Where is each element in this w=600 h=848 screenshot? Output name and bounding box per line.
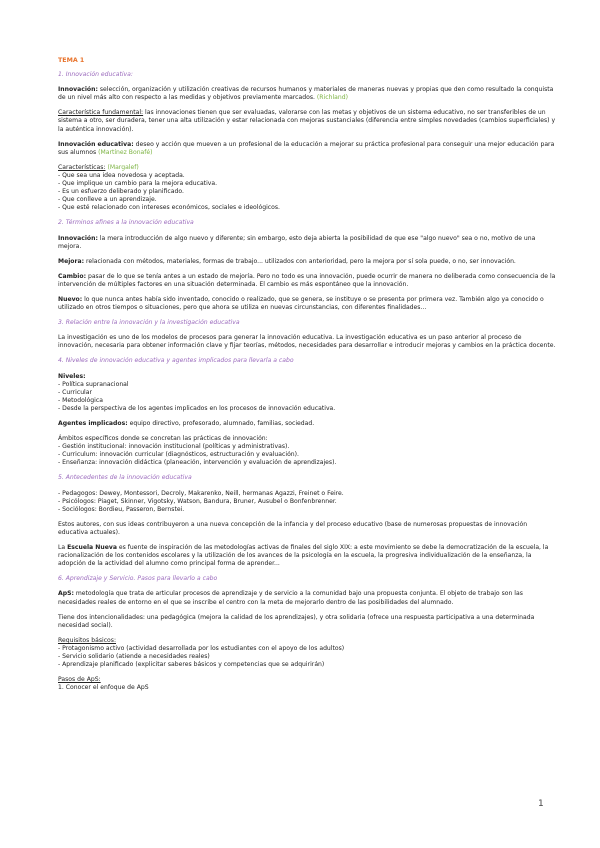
- section-heading-6: 6. Aprendizaje y Servicio. Pasos para llevarlo a cabo: [58, 575, 218, 583]
- term-text: lo que nunca antes había sido inventado, conocido o realizado, que se genera, se instituye o se presenta por primera vez. También algo ya conocido o utilizado en otros tiempos o situaciones, pero que ahora se utiliza en nuevas circunstancias, con diferentes finalidades...: [58, 295, 544, 312]
- term: ApS:: [58, 590, 74, 598]
- section-heading-2: 2. Términos afines a la innovación educativa: [58, 219, 194, 227]
- aps-paragraph: [58, 590, 558, 606]
- author-citation: (Martínez Bonafé): [98, 148, 153, 156]
- text-lead: La: [58, 544, 68, 552]
- term-text: metodología que trata de articular procesos de aprendizaje y de servicio a la comunidad bajo una propuesta conjunta. El objeto de trabajo son las necesidades reales de entorno en el que se inscribe el centro con la meta de mejorarlo dentro de las posibilidades del alumnado.: [58, 590, 523, 606]
- author-citation: (Richland): [316, 94, 348, 102]
- section-heading-1: 1. Innovación educativa:: [58, 71, 133, 79]
- term-text: pasar de lo que se tenía antes a un estado de mejoría. Pero no todo es una innovación, puede ocurrir de manera no deliberada como consecuencia de la intervención de múltiples factores en una situación determinada. El cambio es más espontáneo que la innovación.: [58, 272, 556, 288]
- agentes-paragraph: [58, 420, 558, 428]
- list-item: - Servicio solidario (atiende a necesidades reales): [58, 652, 210, 660]
- list-item: - Que implique un cambio para la mejora educativa.: [58, 180, 218, 188]
- term: Escuela Nueva: [67, 544, 117, 552]
- list-header: Niveles:: [58, 372, 86, 380]
- definition-text: deseo y acción que mueven a un profesional de la educación a mejorar su práctica profesional para conseguir una mejor educación para sus alumnos: [58, 140, 555, 156]
- ambitos-list: [58, 435, 558, 467]
- list-item: - Aprendizaje planificado (explicitar saberes básicos y competencias que se adquirirán): [58, 661, 325, 669]
- section-heading-5: 5. Antecedentes de la innovación educativa: [58, 474, 192, 482]
- definition-text: las innovaciones tienen que ser evaluadas, valorarse con las metas y objetivos de un sistema educativo, no ser transferibles de un sistema a otro, ser duradera, tener una alta utilización y estar relacionada con mejoras sustanciales (diferencia entre simples novedades (cambios superficiales) y la auténtica innovación).: [58, 109, 556, 133]
- list-item: - Desde la perspectiva de los agentes implicados en los procesos de innovación educativa.: [58, 404, 336, 412]
- niveles-list: [58, 373, 558, 413]
- term: Características:: [58, 163, 106, 171]
- list-header: Pasos de ApS:: [58, 676, 101, 684]
- term-text: relacionada con métodos, materiales, formas de trabajo... utilizados con anterioridad, pero la mejora por sí sola puede, o no, ser innovación.: [84, 257, 516, 265]
- list-item: - Sociólogos: Bordieu, Passeron, Bernstei.: [58, 505, 185, 513]
- list-item: - Metodológica: [58, 396, 103, 404]
- paragraph: Estos autores, con sus ideas contribuyeron a una nueva concepción de la infancia y del proceso educativo (base de numerosas propuestas de innovación educativa actuales).: [58, 520, 528, 536]
- list-item: - Que sea una idea novedosa y aceptada.: [58, 171, 185, 179]
- list-item: - Que conlleve a un aprendizaje.: [58, 196, 157, 204]
- term: Cambio:: [58, 272, 87, 280]
- list-item: - Que esté relacionado con intereses económicos, sociales e ideológicos.: [58, 204, 280, 212]
- list-item: 1. Conocer el enfoque de ApS: [58, 684, 149, 692]
- list-item: - Curricular: [58, 388, 92, 396]
- list-item: - Enseñanza: innovación didáctica (planeación, intervención y evaluación de aprendizajes).: [58, 459, 337, 467]
- escuela-nueva-paragraph: [58, 544, 558, 568]
- term-paragraph: [58, 258, 558, 266]
- definition-innovacion: [58, 86, 558, 102]
- page-number: 1: [538, 799, 544, 809]
- list-item: - Protagonismo activo (actividad desarrollada por los estudiantes con el apoyo de los adultos): [58, 644, 345, 652]
- list-item: - Curriculum: innovación curricular (diagnósticos, estructuración y evaluación).: [58, 451, 299, 459]
- definition-caracteristica: [58, 109, 558, 133]
- term-text: la mera introducción de algo nuevo y diferente; sin embargo, esto deja abierta la posibilidad de que ese "algo nuevo" sea o no, motivo de una mejora.: [58, 234, 536, 250]
- characteristics-list: [58, 164, 558, 213]
- term: Mejora:: [58, 257, 85, 265]
- term: Característica fundamental:: [58, 109, 144, 117]
- definition-innovacion-educativa: [58, 141, 558, 157]
- list-item: - Pedagogos: Dewey, Montessori, Decroly, Makarenko, Neill, hermanas Agazzi, Freinet o Feire.: [58, 489, 344, 497]
- requisitos-list: [58, 637, 558, 669]
- author-citation: (Margalef): [107, 163, 139, 171]
- section-heading-4: 4. Niveles de innovación educativa y agentes implicados para llevarla a cabo: [58, 357, 294, 365]
- pasos-list: [58, 676, 558, 692]
- paragraph: Tiene dos intencionalidades: una pedagógica (mejora la calidad de los aprendizajes), y otra solidaria (ofrece una respuesta participativa a una determinada necesidad social).: [58, 613, 535, 629]
- section-heading-3: 3. Relación entre la innovación y la investigación educativa: [58, 319, 240, 327]
- term-text: equipo directivo, profesorado, alumnado, familias, sociedad.: [127, 420, 315, 427]
- term: Innovación:: [58, 86, 98, 94]
- term: Agentes implicados:: [58, 420, 128, 427]
- list-item: - Gestión institucional: innovación institucional (políticas y administrativas).: [58, 443, 290, 451]
- list-header: Ámbitos específicos donde se concretan las prácticas de innovación:: [58, 435, 268, 443]
- term: Nuevo:: [58, 295, 83, 303]
- definition-text: selección, organización y utilización creativas de recursos humanos y materiales de maneras nuevas y propias que den como resultado la conquista de un nivel más alto con respecto a las medidas y objetivos previamente marcados.: [58, 86, 554, 102]
- term-paragraph: [58, 235, 558, 251]
- list-item: - Es un esfuerzo deliberado y planificado.: [58, 188, 184, 196]
- list-header: Requisitos básicos:: [58, 636, 117, 644]
- paragraph: La investigación es uno de los modelos de procesos para generar la innovación educativa. La investigación educativa es un paso anterior al proceso de innovación, necesaria para obtener información clave y fijar teorías, métodos, necesidades para desarrollar e introducir mejoras y cambios en la práctica docente.: [58, 334, 556, 350]
- list-item: - Psicólogos: Piaget, Skinner, Vigotsky, Watson, Bandura, Bruner, Ausubel o Bonfenbrenner.: [58, 497, 337, 505]
- term-paragraph: [58, 296, 558, 312]
- term-text: es fuente de inspiración de las metodologías activas de finales del siglo XIX: a este movimiento se debe la democratización de la escuela, la racionalización de los contenidos escolares y la utilización de los avances de la psicología en la escuela, la progresiva individualización de la enseñanza, la adopción de la actividad del alumno como principal forma de aprender...: [58, 544, 549, 568]
- list-item: - Política supranacional: [58, 380, 129, 388]
- term-paragraph: [58, 273, 558, 289]
- term: Innovación educativa:: [58, 140, 134, 148]
- doc-title: TEMA 1: [58, 57, 85, 64]
- list-header: [58, 164, 558, 172]
- antecedentes-list: [58, 490, 558, 514]
- term: Innovación:: [58, 234, 98, 242]
